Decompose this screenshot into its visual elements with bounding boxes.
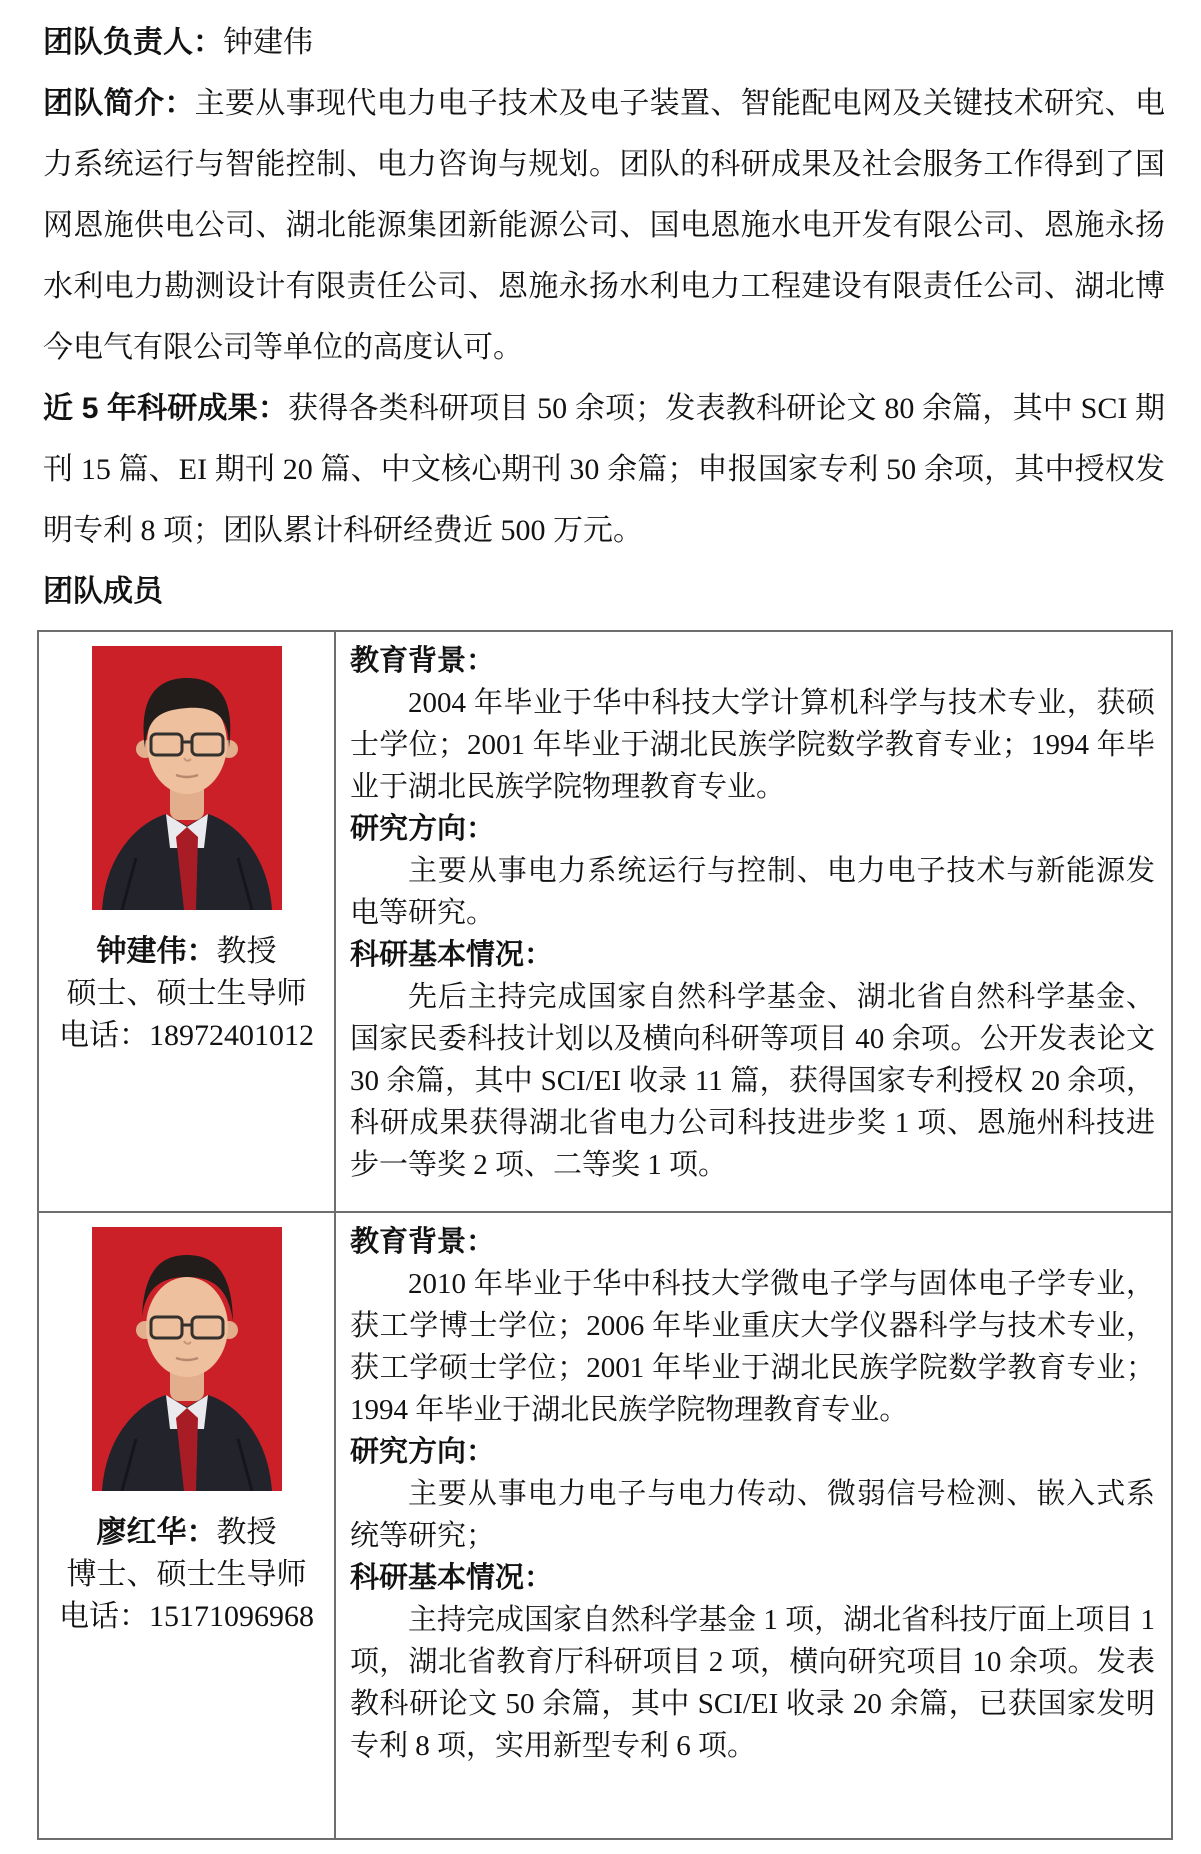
member-degree: 博士、硕士生导师 xyxy=(66,1558,307,1591)
member-name-line xyxy=(47,931,326,973)
member-identity-cell xyxy=(38,1212,335,1839)
team-leader-name: 钟建伟 xyxy=(223,26,313,59)
section-label-education: 教育背景： xyxy=(350,645,496,677)
achievements-label: 近 5 年科研成果： xyxy=(43,392,289,425)
team-leader-label: 团队负责人： xyxy=(43,26,223,59)
section-label-education: 教育背景： xyxy=(350,1226,496,1258)
member-name-line xyxy=(47,1512,326,1554)
team-intro-paragraph xyxy=(43,73,1165,378)
table-row xyxy=(38,631,1172,1212)
phone-label: 电话： xyxy=(59,1600,149,1633)
members-table xyxy=(37,630,1173,1840)
section-text-research-direction: 主要从事电力电子与电力传动、微弱信号检测、嵌入式系统等研究； xyxy=(350,1478,1155,1552)
phone-number: 15171096968 xyxy=(149,1600,314,1633)
team-leader-paragraph xyxy=(43,12,1165,73)
member-degree: 硕士、硕士生导师 xyxy=(66,977,307,1010)
section-label-research-basics: 科研基本情况： xyxy=(350,1562,554,1594)
member-details-cell xyxy=(335,631,1172,1212)
section-text-research-basics: 先后主持完成国家自然科学基金、湖北省自然科学基金、国家民委科技计划以及横向科研等项目 40 余项。公开发表论文 30 余篇，其中 SCI/EI 收录 11 篇，获得国家专利授权 20 余项，科研成果获得湖北省电力公司科技进步奖 1 项、恩施州科技进步一等奖 2 项、二等奖 1 项。 xyxy=(350,981,1155,1181)
phone-label: 电话： xyxy=(59,1019,149,1052)
member-photo xyxy=(92,646,282,910)
member-name-block xyxy=(47,1512,326,1638)
section-text-research-basics: 主持完成国家自然科学基金 1 项，湖北省科技厅面上项目 1 项，湖北省教育厅科研项目 2 项，横向研究项目 10 余项。发表教科研论文 50 余篇，其中 SCI/EI 收录 20 余篇，已获国家发明专利 8 项，实用新型专利 6 项。 xyxy=(350,1604,1155,1762)
member-phone-line xyxy=(47,1015,326,1057)
team-intro-label: 团队简介： xyxy=(43,87,195,120)
member-phone-line xyxy=(47,1596,326,1638)
section-label-research-direction: 研究方向： xyxy=(350,813,496,845)
member-name: 廖红华： xyxy=(96,1516,217,1549)
member-photo xyxy=(92,1227,282,1491)
section-text-education: 2010 年毕业于华中科技大学微电子学与固体电子学专业，获工学博士学位；2006 年毕业重庆大学仪器科学与技术专业，获工学硕士学位；2001 年毕业于湖北民族学院数学教育专业；1994 年毕业于湖北民族学院物理教育专业。 xyxy=(350,1268,1155,1426)
achievements-text: 获得各类科研项目 50 余项；发表教科研论文 80 余篇，其中 SCI 期刊 15 篇、EI 期刊 20 篇、中文核心期刊 30 余篇；申报国家专利 50 余项，其中授权发明专利 8 项；团队累计科研经费近 500 万元。 xyxy=(43,392,1166,547)
member-name: 钟建伟： xyxy=(96,935,217,968)
members-heading: 团队成员 xyxy=(43,575,163,608)
section-text-education: 2004 年毕业于华中科技大学计算机科学与技术专业，获硕士学位；2001 年毕业于湖北民族学院数学教育专业；1994 年毕业于湖北民族学院物理教育专业。 xyxy=(350,687,1155,803)
member-title: 教授 xyxy=(216,935,277,968)
section-text-research-direction: 主要从事电力系统运行与控制、电力电子技术与新能源发电等研究。 xyxy=(350,855,1155,929)
section-label-research-direction: 研究方向： xyxy=(350,1436,496,1468)
member-title: 教授 xyxy=(216,1516,277,1549)
section-label-research-basics: 科研基本情况： xyxy=(350,939,554,971)
member-name-block xyxy=(47,931,326,1057)
member-details-cell xyxy=(335,1212,1172,1839)
phone-number: 18972401012 xyxy=(149,1019,314,1052)
achievements-paragraph xyxy=(43,378,1165,561)
member-identity-cell xyxy=(38,631,335,1212)
team-intro-text: 主要从事现代电力电子技术及电子装置、智能配电网及关键技术研究、电力系统运行与智能控制、电力咨询与规划。团队的科研成果及社会服务工作得到了国网恩施供电公司、湖北能源集团新能源公司、国电恩施水电开发有限公司、恩施永扬水利电力勘测设计有限责任公司、恩施永扬水利电力工程建设有限责任公司、湖北博今电气有限公司等单位的高度认可。 xyxy=(43,87,1166,364)
table-row xyxy=(38,1212,1172,1839)
